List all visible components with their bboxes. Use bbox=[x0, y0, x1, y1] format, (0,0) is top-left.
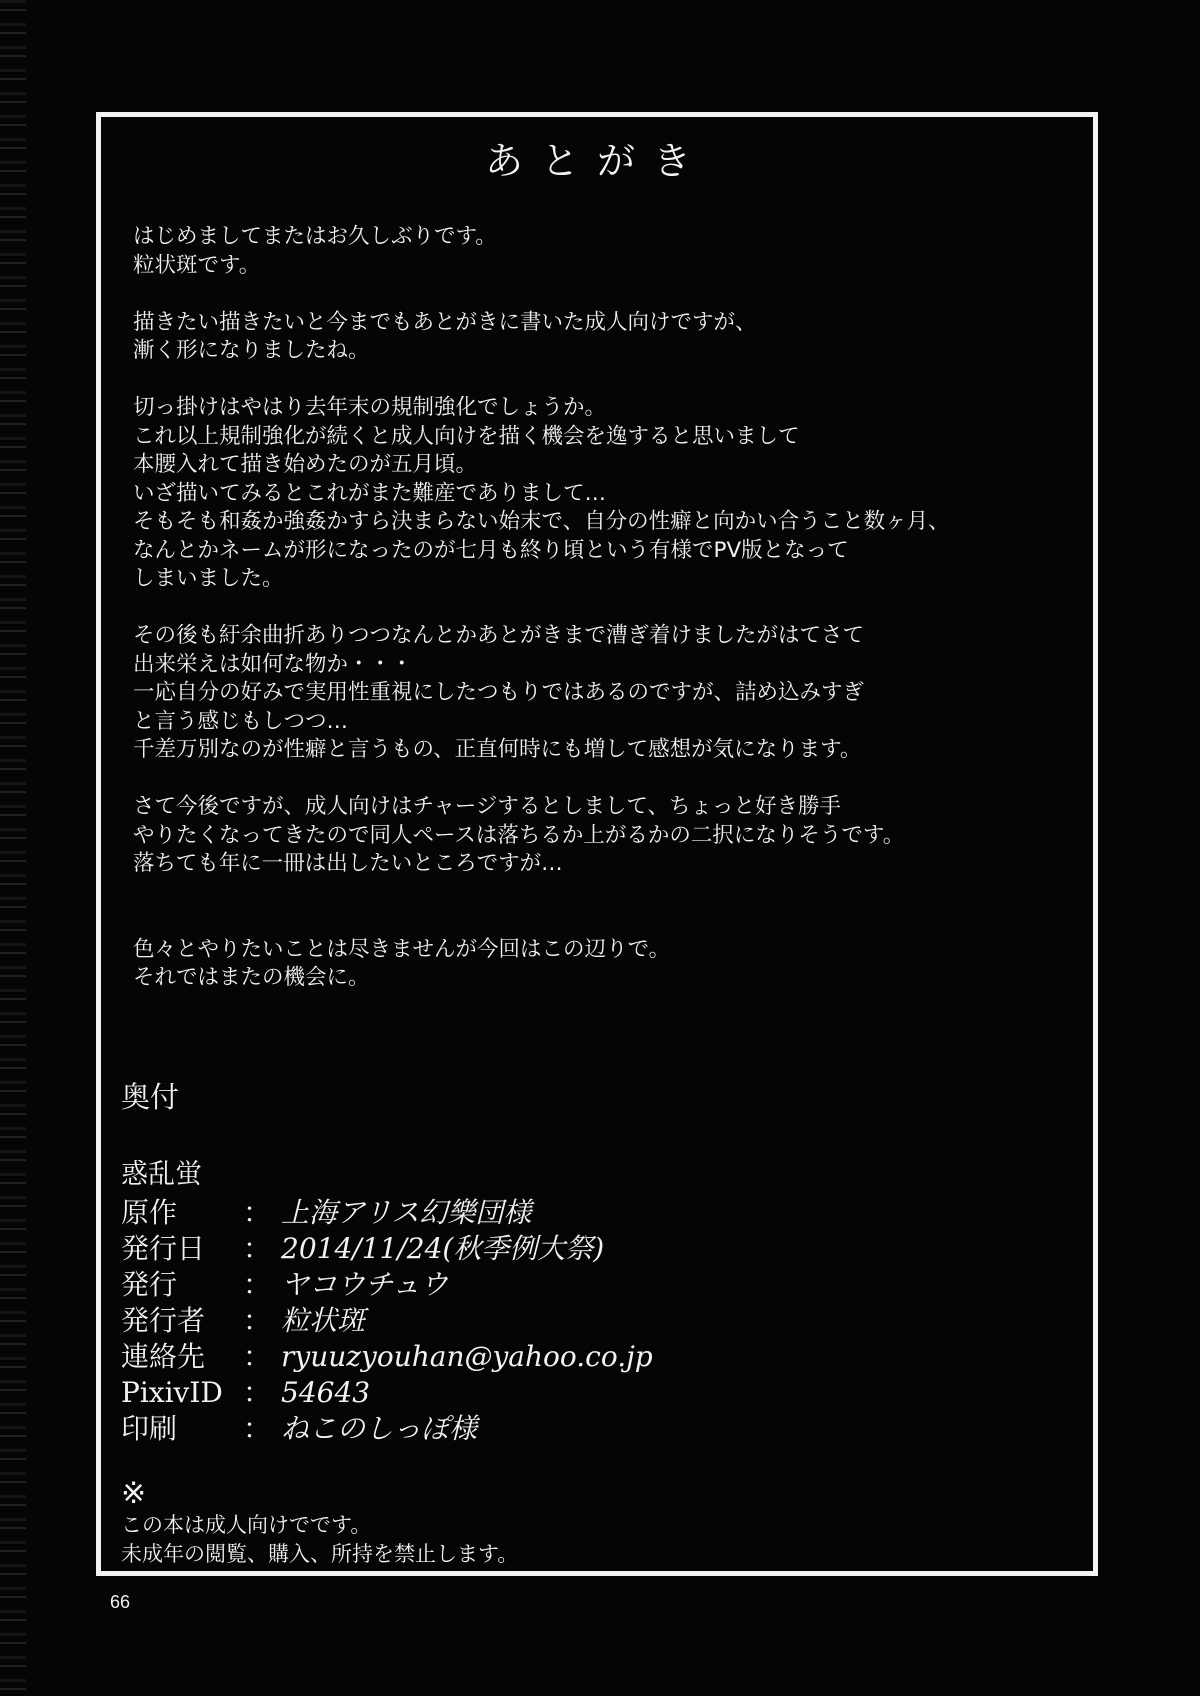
paragraph-gap bbox=[133, 765, 1083, 794]
afterword-line: 漸く形になりましたね。 bbox=[133, 338, 370, 363]
colophon-key: 発行者 bbox=[121, 1304, 206, 1337]
colophon-row bbox=[121, 1375, 653, 1411]
colophon-info-table bbox=[121, 1195, 653, 1447]
colophon-value: ねこのしっぽ様 bbox=[281, 1412, 478, 1445]
afterword-line: さて今後ですが、成人向けはチャージするとしまして、ちょっと好き勝手 bbox=[133, 794, 841, 819]
afterword-line: なんとかネームが形になったのが七月も終り頃という有様でPV版となって bbox=[133, 537, 849, 563]
colophon-row bbox=[121, 1267, 653, 1303]
page-number: 66 bbox=[110, 1592, 131, 1612]
colophon-key: 原作 bbox=[121, 1196, 178, 1229]
colophon-colon: ： bbox=[242, 1340, 271, 1373]
colophon-key: 発行日 bbox=[121, 1232, 206, 1265]
colophon-value: 54643 bbox=[281, 1376, 371, 1409]
paragraph-gap bbox=[133, 879, 1083, 908]
colophon-title: 奥付 bbox=[121, 1080, 180, 1114]
afterword-line: やりたくなってきたので同人ペースは落ちるか上がるかの二択になりそうです。 bbox=[133, 822, 905, 848]
colophon-colon: ： bbox=[242, 1304, 271, 1337]
colophon-colon: ： bbox=[242, 1232, 271, 1265]
notice-line: 未成年の閲覧、購入、所持を禁止します。 bbox=[121, 1542, 519, 1566]
afterword-line: 描きたい描きたいと今までもあとがきに書いた成人向けですが、 bbox=[133, 309, 757, 335]
afterword-line: 本腰入れて描き始めたのが五月頃。 bbox=[133, 452, 478, 477]
circle-name: 惑乱蛍 bbox=[121, 1159, 202, 1190]
colophon-value: ryuuzyouhan@yahoo.co.jp bbox=[281, 1340, 653, 1373]
colophon-row bbox=[121, 1195, 653, 1231]
afterword-body bbox=[133, 223, 1083, 993]
page-edge-scan-artifact bbox=[0, 0, 26, 1696]
colophon-colon: ： bbox=[242, 1376, 271, 1409]
colophon-colon: ： bbox=[242, 1196, 271, 1229]
colophon-value: 2014/11/24(秋季例大祭) bbox=[281, 1232, 605, 1265]
colophon bbox=[121, 1075, 653, 1447]
afterword-line: その後も紆余曲折ありつつなんとかあとがきまで漕ぎ着けましたがはてさて bbox=[133, 623, 865, 648]
colophon-value: ヤコウチュウ bbox=[281, 1268, 449, 1301]
paragraph-gap bbox=[133, 907, 1083, 936]
colophon-key: 連絡先 bbox=[121, 1340, 206, 1373]
afterword-line: と言う感じもしつつ… bbox=[133, 708, 349, 734]
afterword-line: 落ちても年に一冊は出したいところですが… bbox=[133, 851, 563, 876]
afterword-line: 切っ掛けはやはり去年末の規制強化でしょうか。 bbox=[133, 395, 607, 420]
afterword-line: 色々とやりたいことは尽きませんが今回はこの辺りで。 bbox=[133, 936, 671, 962]
reference-mark: ※ bbox=[121, 1476, 147, 1511]
colophon-row bbox=[121, 1231, 653, 1267]
afterword-title: あとがき bbox=[484, 139, 709, 183]
colophon-row bbox=[121, 1339, 653, 1375]
colophon-key: 発行 bbox=[121, 1268, 178, 1301]
afterword-line: はじめましてまたはお久しぶりです。 bbox=[133, 224, 497, 249]
afterword-line: そもそも和姦か強姦かすら決まらない始末で、自分の性癖と向かい合うこと数ヶ月、 bbox=[133, 509, 950, 534]
afterword-line: それではまたの機会に。 bbox=[133, 965, 370, 990]
colophon-row bbox=[121, 1303, 653, 1339]
colophon-colon: ： bbox=[242, 1268, 271, 1301]
age-notice bbox=[121, 1477, 518, 1569]
colophon-value: 上海アリス幻樂団様 bbox=[281, 1196, 532, 1229]
colophon-colon: ： bbox=[242, 1412, 271, 1445]
afterword-line: 千差万別なのが性癖と言うもの、正直何時にも増して感想が気になります。 bbox=[133, 737, 862, 762]
notice-line: この本は成人向けでです。 bbox=[121, 1513, 372, 1537]
paragraph-gap bbox=[133, 366, 1083, 395]
afterword-line: 粒状斑です。 bbox=[133, 252, 261, 278]
colophon-value: 粒状斑 bbox=[281, 1304, 366, 1337]
afterword-line: いざ描いてみるとこれがまた難産でありまして… bbox=[133, 480, 607, 506]
paragraph-gap bbox=[133, 280, 1083, 309]
colophon-key: PixivID bbox=[121, 1376, 223, 1409]
colophon-row bbox=[121, 1411, 653, 1447]
afterword-line: しまいました。 bbox=[133, 566, 284, 591]
colophon-key: 印刷 bbox=[121, 1412, 178, 1445]
afterword-line: 一応自分の好みで実用性重視にしたつもりではあるのですが、詰め込みすぎ bbox=[133, 680, 865, 705]
afterword-line: これ以上規制強化が続くと成人向けを描く機会を逸すると思いまして bbox=[133, 423, 800, 449]
afterword-frame bbox=[96, 112, 1098, 1576]
afterword-line: 出来栄えは如何な物か・・・ bbox=[133, 651, 413, 677]
paragraph-gap bbox=[133, 594, 1083, 623]
